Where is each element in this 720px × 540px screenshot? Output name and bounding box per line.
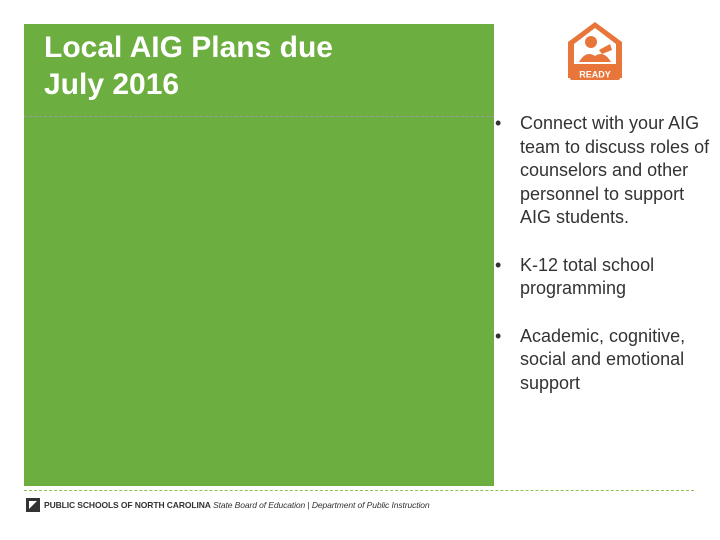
footer-dept: Department of Public Instruction [311, 500, 430, 510]
bullet-marker: • [495, 325, 502, 346]
footer-text [44, 500, 430, 510]
footer-board: State Board of Education [213, 500, 306, 510]
footer [26, 497, 430, 513]
bullet-marker: • [495, 254, 502, 275]
slide-title [44, 30, 464, 103]
bullet-list [492, 112, 712, 419]
footer-separator: | [307, 500, 310, 510]
bullet-item [492, 112, 712, 230]
title-line-2: July 2016 [44, 67, 180, 101]
logo-label: READY [579, 69, 611, 80]
bullet-marker: • [495, 113, 502, 133]
title-line-1: Local AIG Plans due [44, 31, 333, 64]
footer-org: PUBLIC SCHOOLS OF NORTH CAROLINA [44, 500, 211, 510]
bullet-text: Academic, cognitive, social and emotional support [520, 325, 686, 393]
bullet-item [492, 254, 712, 301]
bullet-text: K-12 total school programming [520, 254, 655, 298]
bullet-text: Connect with your AIG team to discuss roles of counselors and other personnel to support AIG students. [520, 113, 710, 227]
nc-dpi-logo-icon [26, 498, 40, 512]
title-divider [24, 116, 494, 117]
ready-logo-icon [566, 20, 624, 86]
footer-divider [24, 490, 694, 491]
bullet-item [492, 325, 712, 396]
